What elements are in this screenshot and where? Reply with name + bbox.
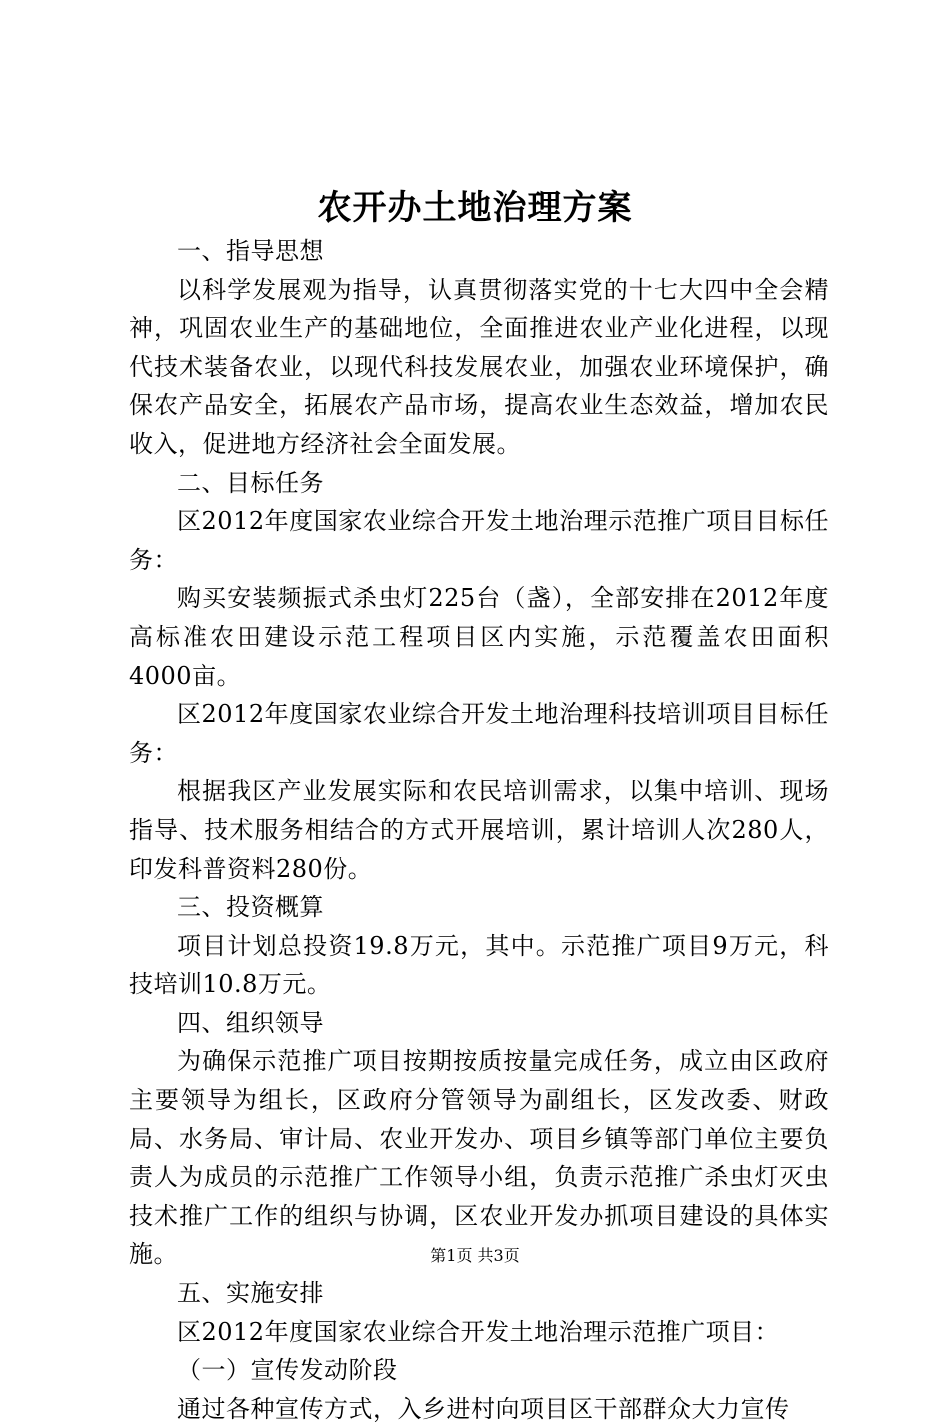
section-heading-leadership: 四、组织领导 [177,1008,324,1037]
paragraph: 区2012年度国家农业综合开发土地治理示范推广项目目标任务： [129,507,829,574]
subsection-heading-publicity: （一）宣传发动阶段 [177,1356,398,1385]
section-heading-investment: 三、投资概算 [177,893,324,922]
paragraph: 区2012年度国家农业综合开发土地治理示范推广项目： [177,1317,780,1346]
section-heading-implementation: 五、实施安排 [177,1279,324,1308]
paragraph: 根据我区产业发展实际和农民培训需求，以集中培训、现场指导、技术服务相结合的方式开展培训，累计培训人次280人，印发科普资料280份。 [129,777,829,883]
page-footer: 第1页 共3页 [430,1246,520,1265]
paragraph: 项目计划总投资19.8万元，其中。示范推广项目9万元，科技培训10.8万元。 [129,931,829,999]
paragraph: 购买安装频振式杀虫灯225台（盏），全部安排在2012年度高标准农田建设示范工程项目区内实施，示范覆盖农田面积4000亩。 [129,584,829,690]
paragraph: 区2012年度国家农业综合开发土地治理科技培训项目目标任务： [129,700,829,767]
paragraph: 以科学发展观为指导，认真贯彻落实党的十七大四中全会精神，巩固农业生产的基础地位，全面推进农业产业化进程，以现代技术装备农业，以现代科技发展农业，加强农业环境保护，确保农产品安全，拓展农产品市场，提高农业生态效益，增加农民收入，促进地方经济社会全面发展。 [129,275,829,458]
paragraph: 通过各种宣传方式，入乡进村向项目区干部群众大力宣传 [177,1394,790,1423]
document-title: 农开办土地治理方案 [317,188,633,228]
paragraph: 为确保示范推广项目按期按质按量完成任务，成立由区政府主要领导为组长，区政府分管领导为副组长，区发改委、财政局、水务局、审计局、农业开发办、项目乡镇等部门单位主要负责人为成员的示范推广工作领导小组，负责示范推广杀虫灯灭虫技术推广工作的组织与协调，区农业开发办抓项目建设的具体实施。 [129,1047,829,1269]
section-heading-guiding-ideology: 一、指导思想 [177,237,324,265]
section-heading-goals: 二、目标任务 [177,468,324,497]
